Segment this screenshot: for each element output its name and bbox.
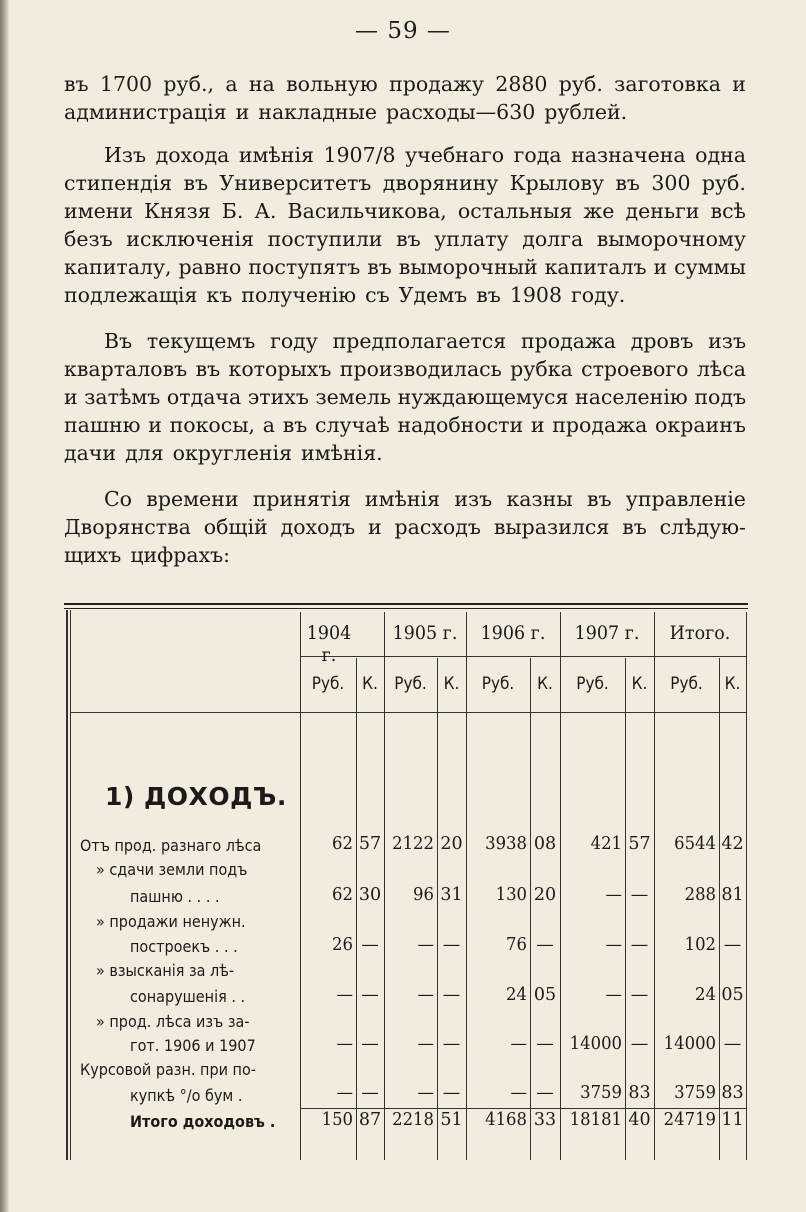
word: и <box>732 72 746 96</box>
section-title-income: 1) ДОХОДЪ. <box>105 782 287 811</box>
table-cell: 3938 <box>485 834 527 854</box>
word: населенію <box>575 385 688 409</box>
table-cell: — <box>536 1083 554 1103</box>
table-cell: — <box>417 935 434 955</box>
row-label: пашню . . . . <box>130 887 220 906</box>
word: же <box>583 199 615 223</box>
word: въ <box>586 487 612 511</box>
word: полученію <box>241 283 357 307</box>
header-year-1904: 1904 г. <box>306 622 352 666</box>
text-line <box>64 169 746 197</box>
table-cell: 2218 <box>392 1110 434 1130</box>
table-cell: 87 <box>358 1110 382 1130</box>
table-cell: 51 <box>440 1110 463 1130</box>
row-label: Курсовой разн. при по- <box>80 1060 256 1079</box>
table-cell: — <box>336 1083 353 1103</box>
word: подъ <box>694 385 746 409</box>
word: и <box>148 413 162 437</box>
table-cell: 96 <box>413 885 434 905</box>
word: цифрахъ: <box>130 543 231 567</box>
word: суммы <box>674 255 746 279</box>
subheader-kop: К. <box>443 674 460 694</box>
subheader-rub: Руб. <box>311 674 345 694</box>
subheader-rub: Руб. <box>670 674 703 694</box>
table-cell: — <box>417 985 434 1005</box>
table-cell: — <box>417 1083 434 1103</box>
word: въ <box>396 227 421 251</box>
word: кварталовъ <box>64 357 188 381</box>
word: для <box>125 441 164 465</box>
word: капиталъ <box>544 255 647 279</box>
word: расходы—630 <box>385 100 536 124</box>
row-label: сонарушенія . . <box>130 987 246 1006</box>
word: назначена <box>571 143 686 167</box>
word: дворянину <box>382 171 499 195</box>
word: лѣса <box>696 357 746 381</box>
word: безъ <box>64 227 113 251</box>
word: Б. <box>221 199 244 223</box>
table-cell: — <box>630 935 649 955</box>
word: отдача <box>166 385 242 409</box>
table-vline <box>66 610 68 1160</box>
table-cell: — <box>605 935 622 955</box>
word: и <box>235 100 250 124</box>
word: дохода <box>155 143 230 167</box>
table-hline <box>300 656 746 657</box>
word: Князя <box>144 199 211 223</box>
table-cell: 421 <box>590 834 622 854</box>
word: всѣ <box>710 199 746 223</box>
row-label: Отъ прод. разнаго лѣса <box>80 836 262 855</box>
word: въ <box>195 357 221 381</box>
word: году. <box>570 283 626 307</box>
word: времени <box>146 487 239 511</box>
table-vline <box>466 612 467 1160</box>
word: доходъ <box>280 515 356 539</box>
table-cell: 11 <box>721 1110 744 1130</box>
word: этихъ <box>247 385 309 409</box>
table-hline <box>300 1108 746 1109</box>
word: расходъ <box>394 515 481 539</box>
header-year-1906: 1906 г. <box>480 622 546 644</box>
table-cell: 288 <box>684 885 716 905</box>
word: въ <box>183 171 209 195</box>
text-line <box>104 141 746 169</box>
word: 300 <box>651 171 691 195</box>
table-cell: — <box>536 1034 554 1054</box>
text-line <box>64 439 746 467</box>
header-year-1907: 1907 г. <box>574 622 640 644</box>
table-cell: 08 <box>533 834 557 854</box>
table-cell: 62 <box>332 885 353 905</box>
word: поступили <box>267 227 383 251</box>
word: рубка <box>510 357 573 381</box>
table-cell: 150 <box>321 1110 353 1130</box>
word: въ <box>622 515 647 539</box>
table-cell: 4168 <box>485 1110 527 1130</box>
word: деньги <box>625 199 700 223</box>
row-label: построекъ . . . <box>130 937 238 956</box>
word: продажа <box>520 329 616 353</box>
word: имѣнія <box>238 143 314 167</box>
table-hline <box>70 712 746 713</box>
table-cell: 20 <box>440 834 463 854</box>
word: А. <box>254 199 277 223</box>
header-year-1905: 1905 г. <box>392 622 458 644</box>
word: подлежащія <box>64 283 198 307</box>
table-cell: — <box>336 985 353 1005</box>
row-label: купкѣ °/o бум . <box>130 1086 243 1105</box>
row-label: » сдачи земли подъ <box>96 860 248 879</box>
word: продажу <box>389 72 484 96</box>
word: въ <box>476 283 501 307</box>
word: 1907/8 <box>323 143 396 167</box>
text-line <box>64 513 746 541</box>
table-cell: — <box>630 1034 649 1054</box>
word: дачи <box>64 441 117 465</box>
table-cell: 130 <box>495 885 527 905</box>
word: уплату <box>434 227 509 251</box>
word: случаѣ <box>315 413 390 437</box>
table-cell: — <box>361 935 379 955</box>
word: рублей. <box>544 100 628 124</box>
word: поступятъ <box>248 255 361 279</box>
table-cell: 57 <box>628 834 651 854</box>
word: щихъ <box>64 543 122 567</box>
table-cell: — <box>361 1034 379 1054</box>
word: вольную <box>286 72 378 96</box>
word: дровъ <box>630 329 694 353</box>
word: земель <box>315 385 392 409</box>
row-label: гот. 1906 и 1907 <box>130 1036 256 1055</box>
row-label: » прод. лѣса изъ за- <box>96 1012 250 1031</box>
table-cell: 3759 <box>674 1083 716 1103</box>
table-cell: 24719 <box>663 1110 716 1130</box>
table-cell: — <box>605 885 622 905</box>
word: руб., <box>163 72 214 96</box>
word: накладные <box>258 100 377 124</box>
table-cell: 20 <box>533 885 557 905</box>
word: 2880 <box>495 72 548 96</box>
table-cell: 24 <box>506 985 527 1005</box>
table-vline <box>70 610 71 1160</box>
word: имени <box>64 199 134 223</box>
word: въ <box>64 72 89 96</box>
word: и <box>64 385 78 409</box>
table-cell: — <box>336 1034 353 1054</box>
word: учебнаго <box>405 143 505 167</box>
word: Удемъ <box>398 283 468 307</box>
word: года <box>513 143 562 167</box>
word: на <box>248 72 275 96</box>
table-cell: — <box>442 985 461 1005</box>
text-line <box>104 485 746 513</box>
table-cell: — <box>630 985 649 1005</box>
word: а <box>225 72 238 96</box>
table-vline <box>560 612 561 1160</box>
table-top-rule-thin <box>64 608 748 609</box>
word: 1700 <box>99 72 153 96</box>
table-cell: 26 <box>332 935 353 955</box>
subheader-rub: Руб. <box>481 674 515 694</box>
table-vline <box>300 612 301 1160</box>
table-cell: 14000 <box>569 1034 622 1054</box>
page-number: — 59 — <box>355 18 451 44</box>
table-cell: — <box>510 1083 527 1103</box>
word: выразился <box>493 515 610 539</box>
word: текущемъ <box>146 329 256 353</box>
table-cell: — <box>442 935 461 955</box>
word: одна <box>695 143 746 167</box>
text-line <box>64 383 746 411</box>
word: которыхъ <box>228 357 332 381</box>
table-cell: 42 <box>721 834 744 854</box>
word: Крылову <box>509 171 605 195</box>
text-line <box>64 411 746 439</box>
table-cell: 83 <box>628 1083 651 1103</box>
table-cell: — <box>630 885 649 905</box>
subheader-rub: Руб. <box>394 674 427 694</box>
word: покосы, <box>169 413 256 437</box>
text-line <box>64 355 746 383</box>
table-cell: — <box>723 935 742 955</box>
text-line <box>104 327 746 355</box>
table-cell: — <box>510 1034 527 1054</box>
row-label: » продажи ненужн. <box>96 912 246 931</box>
table-cell: 30 <box>358 885 382 905</box>
word: выморочному <box>596 227 746 251</box>
word: затѣмъ <box>84 385 161 409</box>
subheader-kop: К. <box>724 674 741 694</box>
word: Университетъ <box>219 171 372 195</box>
word: руб. <box>701 171 746 195</box>
table-cell: 05 <box>721 985 744 1005</box>
word: казны <box>506 487 573 511</box>
word: исключенія <box>126 227 254 251</box>
word: производилась <box>339 357 502 381</box>
word: надобности <box>397 413 524 437</box>
text-line <box>64 98 746 126</box>
table-cell: 83 <box>721 1083 744 1103</box>
word: въ <box>615 171 640 195</box>
table-vline <box>384 612 385 1160</box>
word: руб. <box>558 72 603 96</box>
word: общій <box>203 515 268 539</box>
word: имѣнія. <box>301 441 383 465</box>
word: и <box>368 515 382 539</box>
table-cell: 33 <box>533 1110 557 1130</box>
text-line <box>64 70 746 98</box>
table-cell: — <box>536 935 554 955</box>
word: Въ <box>104 329 133 353</box>
table-cell: 31 <box>440 885 463 905</box>
table-top-rule <box>64 603 748 605</box>
table-cell: 6544 <box>674 834 716 854</box>
subheader-kop: К. <box>537 674 553 694</box>
word: Изъ <box>104 143 147 167</box>
table-cell: 57 <box>358 834 382 854</box>
word: изъ <box>454 487 493 511</box>
word: слѣдую- <box>659 515 746 539</box>
table-cell: 18181 <box>569 1110 622 1130</box>
table-cell: — <box>723 1034 742 1054</box>
word: управленіе <box>625 487 746 511</box>
table-cell: 05 <box>533 985 557 1005</box>
table-cell: — <box>361 985 379 1005</box>
row-label: » взысканія за лѣ- <box>96 961 235 980</box>
word: округленія <box>172 441 293 465</box>
word: продажа <box>552 413 648 437</box>
table-cell: 40 <box>628 1110 651 1130</box>
word: Васильчикова, <box>287 199 447 223</box>
word: остальныя <box>457 199 573 223</box>
table-vline <box>746 612 747 1160</box>
table-cell: 2122 <box>392 834 434 854</box>
word: году <box>270 329 318 353</box>
word: а <box>262 413 276 437</box>
word: предполагается <box>332 329 507 353</box>
table-cell: — <box>605 985 622 1005</box>
word: равно <box>178 255 242 279</box>
word: и <box>530 413 545 437</box>
table-vline <box>654 612 655 1160</box>
table-cell: 81 <box>721 885 744 905</box>
table-cell: 76 <box>506 935 527 955</box>
word: принятія <box>252 487 351 511</box>
table-cell: 62 <box>332 834 353 854</box>
word: къ <box>206 283 233 307</box>
table-cell: — <box>442 1034 461 1054</box>
word: долга <box>522 227 584 251</box>
word: въ <box>282 413 308 437</box>
word: Со <box>104 487 133 511</box>
word: капиталу, <box>64 255 172 279</box>
text-line <box>64 281 746 309</box>
word: изъ <box>708 329 746 353</box>
word: заготовка <box>614 72 721 96</box>
table-cell: 14000 <box>663 1034 716 1054</box>
word: имѣнія <box>364 487 441 511</box>
table-cell: — <box>417 1034 434 1054</box>
text-line <box>64 225 746 253</box>
word: нуждающемуся <box>397 385 569 409</box>
word: въ <box>367 255 392 279</box>
word: и <box>653 255 668 279</box>
word: съ <box>365 283 390 307</box>
subheader-kop: К. <box>631 674 648 694</box>
table-cell: — <box>361 1083 379 1103</box>
word: 1908 <box>509 283 562 307</box>
word: пашню <box>64 413 141 437</box>
word: окраинъ <box>655 413 746 437</box>
text-line <box>64 253 746 281</box>
subheader-kop: К. <box>362 674 378 694</box>
word: администрація <box>64 100 227 124</box>
table-cell: — <box>442 1083 461 1103</box>
header-total: Итого. <box>669 622 731 644</box>
word: строевого <box>581 357 689 381</box>
text-line <box>64 541 746 569</box>
text-line <box>64 197 746 225</box>
table-cell: 24 <box>695 985 716 1005</box>
table-cell: 102 <box>684 935 716 955</box>
word: Дворянства <box>64 515 191 539</box>
table-cell: 3759 <box>580 1083 622 1103</box>
word: стипендія <box>64 171 173 195</box>
row-label: Итого доходовъ . <box>130 1112 276 1131</box>
subheader-rub: Руб. <box>576 674 609 694</box>
page-edge-shadow <box>0 0 9 1212</box>
word: выморочный <box>398 255 538 279</box>
